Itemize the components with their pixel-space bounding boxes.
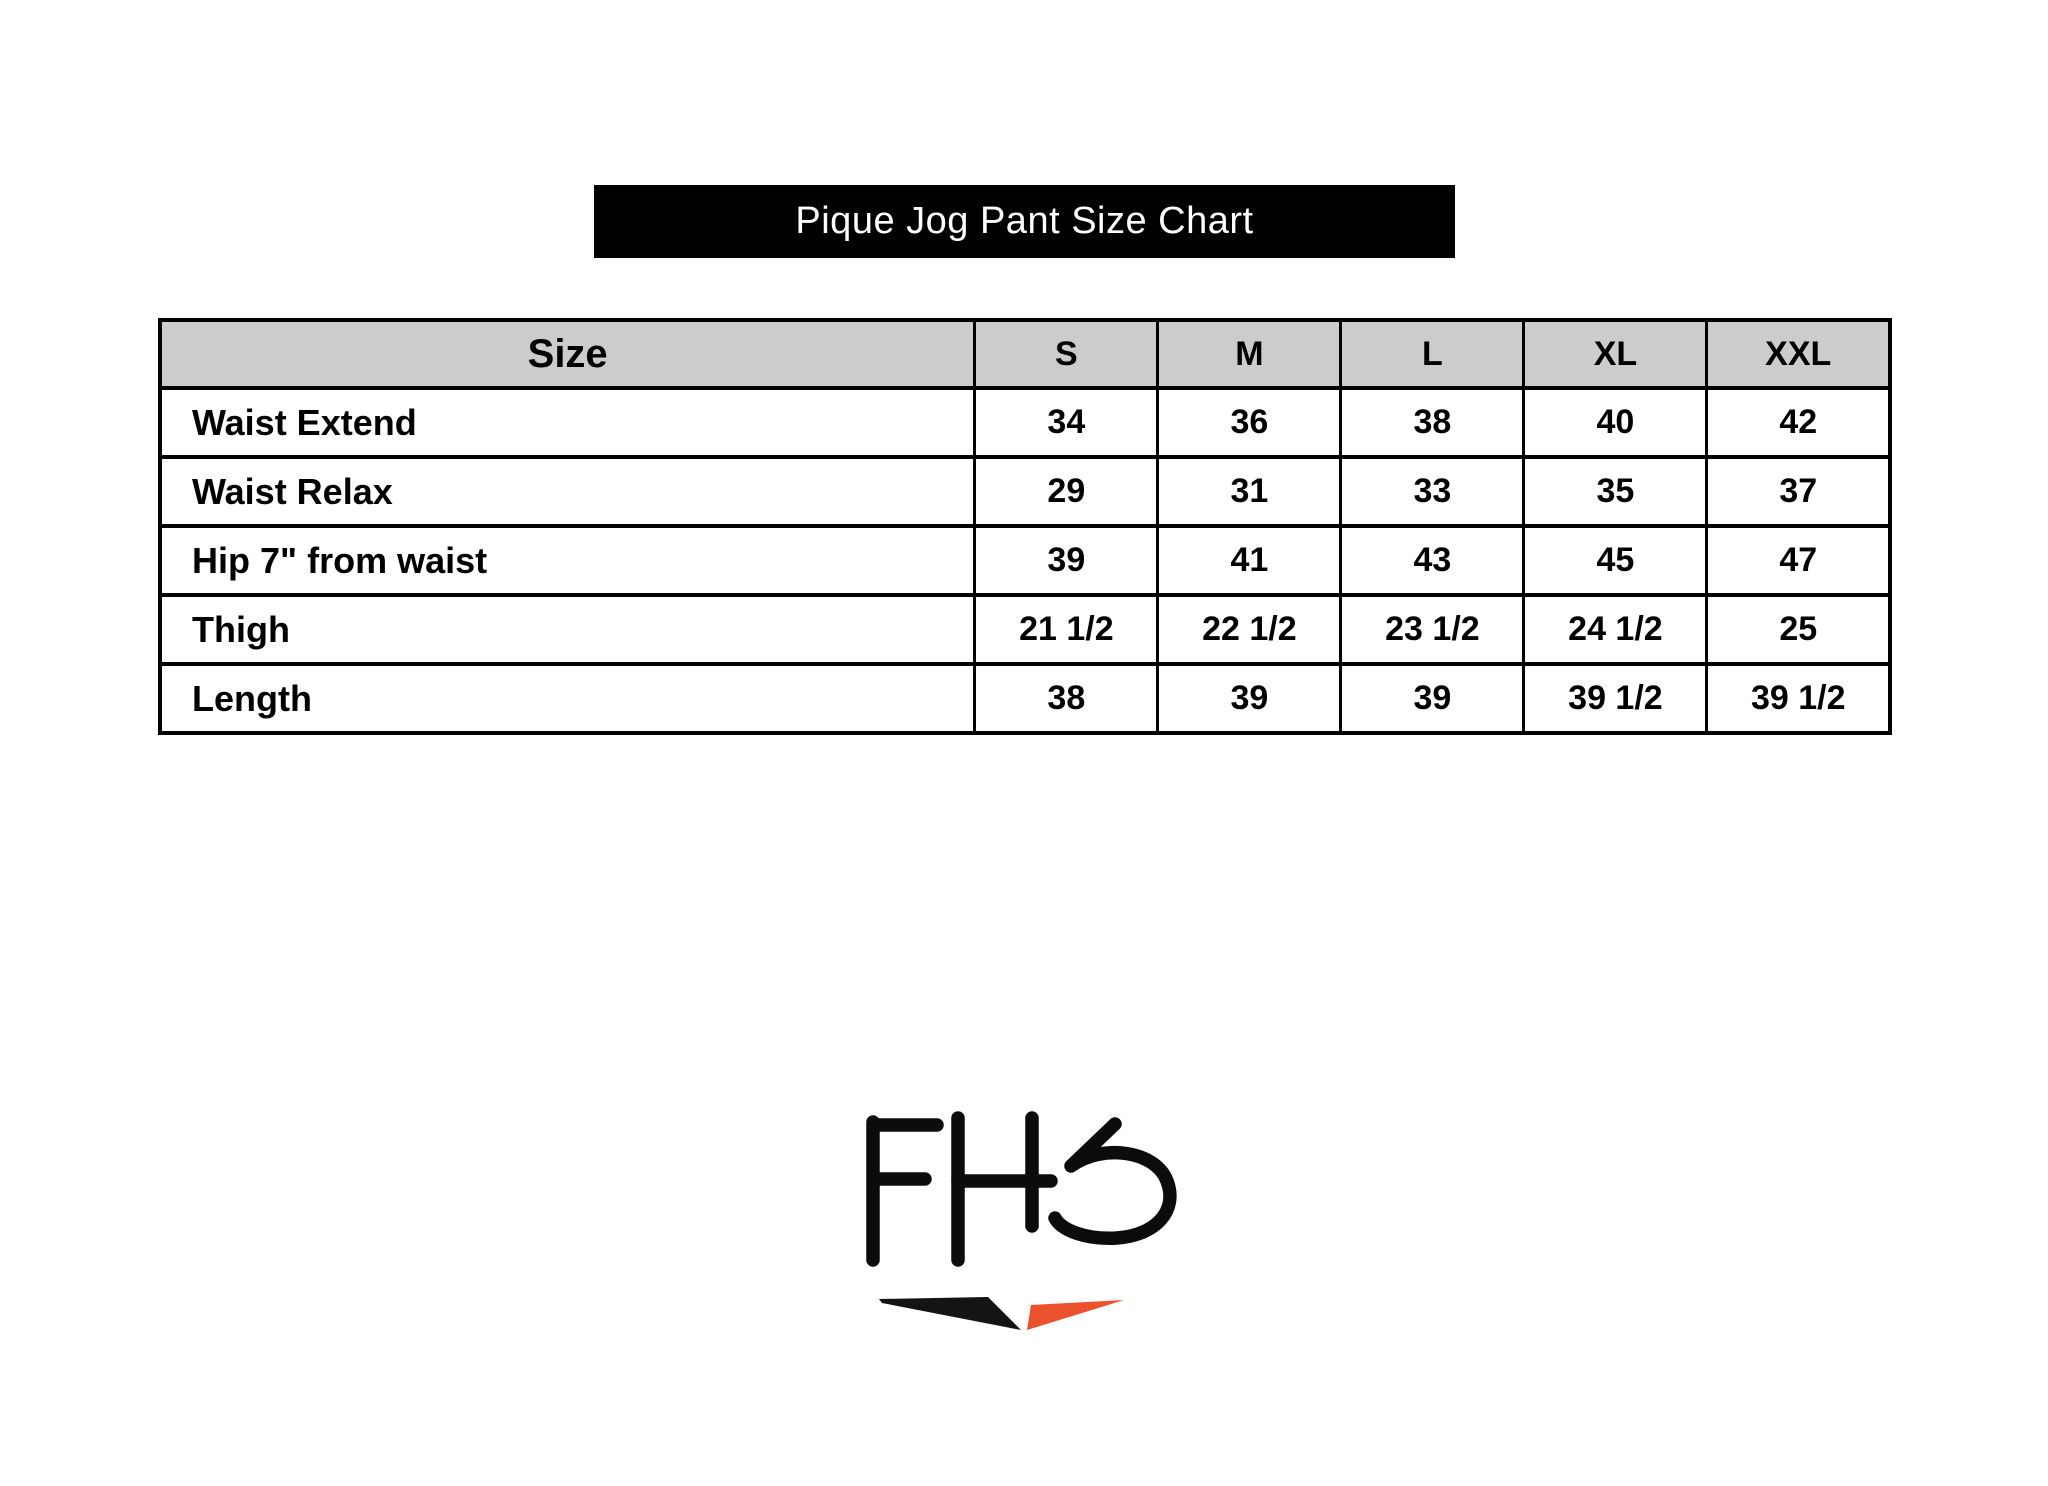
size-value-cell: 43 <box>1341 526 1524 595</box>
size-value-cell: 39 <box>1341 664 1524 733</box>
size-value-cell: 24 1/2 <box>1524 595 1707 664</box>
column-header-l: L <box>1341 320 1524 388</box>
size-value-cell: 29 <box>975 457 1158 526</box>
size-value-cell: 38 <box>975 664 1158 733</box>
row-label: Thigh <box>160 595 975 664</box>
size-value-cell: 23 1/2 <box>1341 595 1524 664</box>
size-value-cell: 34 <box>975 388 1158 457</box>
size-value-cell: 31 <box>1158 457 1341 526</box>
table-header-row <box>160 320 1890 388</box>
size-value-cell: 21 1/2 <box>975 595 1158 664</box>
size-value-cell: 47 <box>1707 526 1890 595</box>
column-header-xxl: XXL <box>1707 320 1890 388</box>
size-value-cell: 45 <box>1524 526 1707 595</box>
row-label: Waist Extend <box>160 388 975 457</box>
row-label: Length <box>160 664 975 733</box>
size-value-cell: 41 <box>1158 526 1341 595</box>
size-value-cell: 39 <box>1158 664 1341 733</box>
size-value-cell: 38 <box>1341 388 1524 457</box>
size-value-cell: 22 1/2 <box>1158 595 1341 664</box>
page-title: Pique Jog Pant Size Chart <box>795 200 1254 242</box>
size-value-cell: 25 <box>1707 595 1890 664</box>
size-value-cell: 33 <box>1341 457 1524 526</box>
size-value-cell: 36 <box>1158 388 1341 457</box>
swoosh-orange-icon <box>1027 1300 1124 1330</box>
row-label: Hip 7" from waist <box>160 526 975 595</box>
column-header-m: M <box>1158 320 1341 388</box>
table-row <box>160 457 1890 526</box>
size-value-cell: 39 1/2 <box>1524 664 1707 733</box>
swoosh-black-icon <box>879 1297 1021 1330</box>
title-banner <box>594 185 1455 258</box>
size-value-cell: 40 <box>1524 388 1707 457</box>
size-value-cell: 39 <box>975 526 1158 595</box>
table-body <box>160 388 1890 733</box>
column-header-s: S <box>975 320 1158 388</box>
brand-logo <box>855 1108 1195 1348</box>
table-row <box>160 664 1890 733</box>
size-value-cell: 42 <box>1707 388 1890 457</box>
row-label: Waist Relax <box>160 457 975 526</box>
size-corner-header: Size <box>160 320 975 388</box>
table-row <box>160 388 1890 457</box>
size-value-cell: 39 1/2 <box>1707 664 1890 733</box>
column-header-xl: XL <box>1524 320 1707 388</box>
size-value-cell: 37 <box>1707 457 1890 526</box>
size-value-cell: 35 <box>1524 457 1707 526</box>
table-row <box>160 526 1890 595</box>
table-row <box>160 595 1890 664</box>
size-chart-table <box>158 318 1892 735</box>
fhs-logo-letters-icon <box>873 1118 1170 1260</box>
